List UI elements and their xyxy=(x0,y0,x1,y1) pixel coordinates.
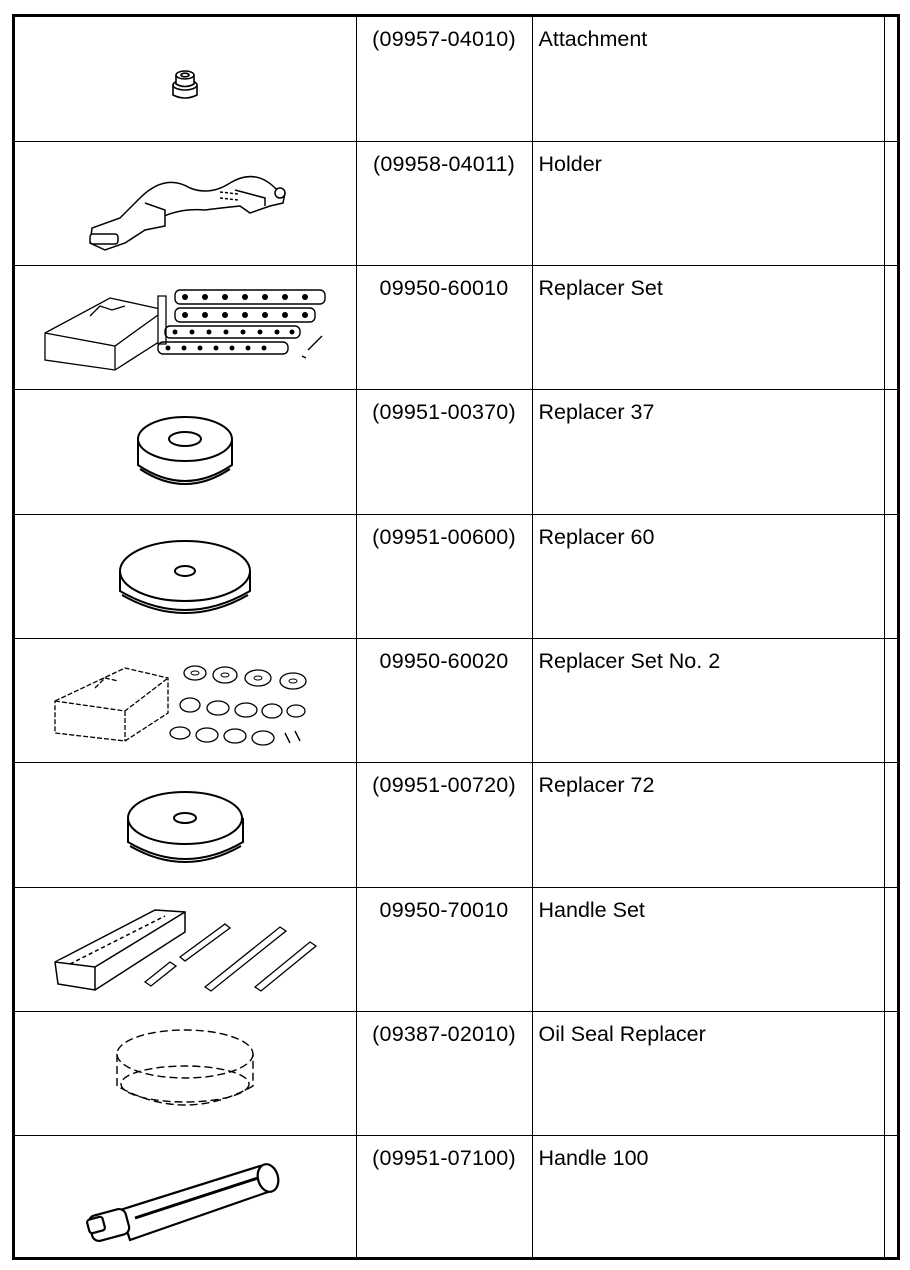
part-number: (09951-00370) xyxy=(356,390,532,514)
blank-cell xyxy=(884,1011,897,1135)
replacer-37-icon xyxy=(130,407,240,497)
tool-illustration-cell xyxy=(15,17,356,141)
blank-cell xyxy=(884,141,897,265)
tool-illustration-cell xyxy=(15,1136,356,1260)
replacer-60-icon xyxy=(115,531,255,621)
tool-name: Oil Seal Replacer xyxy=(532,1011,884,1135)
blank-cell xyxy=(884,638,897,762)
tool-sheet xyxy=(12,14,900,1260)
blank-cell xyxy=(884,887,897,1011)
table-row xyxy=(15,638,897,762)
part-number: 09950-60010 xyxy=(356,266,532,390)
table-row xyxy=(15,887,897,1011)
part-number: (09958-04011) xyxy=(356,141,532,265)
table-row xyxy=(15,266,897,390)
tool-name: Handle Set xyxy=(532,887,884,1011)
blank-cell xyxy=(884,17,897,141)
part-number: (09951-00600) xyxy=(356,514,532,638)
tool-illustration-cell xyxy=(15,1011,356,1135)
tool-illustration-cell xyxy=(15,141,356,265)
blank-cell xyxy=(884,390,897,514)
blank-cell xyxy=(884,763,897,887)
replacer-72-icon xyxy=(123,780,248,870)
part-number: (09951-00720) xyxy=(356,763,532,887)
tool-illustration-cell xyxy=(15,887,356,1011)
blank-cell xyxy=(884,514,897,638)
part-number: (09951-07100) xyxy=(356,1136,532,1260)
handle-100-icon xyxy=(80,1148,290,1248)
tool-illustration-cell xyxy=(15,638,356,762)
special-tools-table xyxy=(15,17,897,1260)
replacer-set-no2-icon xyxy=(50,653,320,748)
table-row xyxy=(15,141,897,265)
tool-name: Attachment xyxy=(532,17,884,141)
tool-illustration-cell xyxy=(15,266,356,390)
table-row xyxy=(15,1136,897,1260)
tool-name: Replacer Set xyxy=(532,266,884,390)
replacer-set-icon xyxy=(40,278,330,378)
tool-name: Replacer 72 xyxy=(532,763,884,887)
tool-name: Replacer 60 xyxy=(532,514,884,638)
table-row xyxy=(15,1011,897,1135)
tool-illustration-cell xyxy=(15,763,356,887)
handle-set-icon xyxy=(50,902,320,997)
tool-name: Handle 100 xyxy=(532,1136,884,1260)
table-row xyxy=(15,514,897,638)
tool-name: Holder xyxy=(532,141,884,265)
attachment-icon xyxy=(155,49,215,109)
tool-illustration-cell xyxy=(15,514,356,638)
part-number: 09950-60020 xyxy=(356,638,532,762)
part-number: (09957-04010) xyxy=(356,17,532,141)
table-row xyxy=(15,763,897,887)
part-number: (09387-02010) xyxy=(356,1011,532,1135)
blank-cell xyxy=(884,1136,897,1260)
tool-name: Replacer Set No. 2 xyxy=(532,638,884,762)
oil-seal-replacer-icon xyxy=(110,1024,260,1124)
tool-name: Replacer 37 xyxy=(532,390,884,514)
holder-icon xyxy=(70,148,300,258)
tool-illustration-cell xyxy=(15,390,356,514)
table-row xyxy=(15,390,897,514)
table-row xyxy=(15,17,897,141)
blank-cell xyxy=(884,266,897,390)
part-number: 09950-70010 xyxy=(356,887,532,1011)
